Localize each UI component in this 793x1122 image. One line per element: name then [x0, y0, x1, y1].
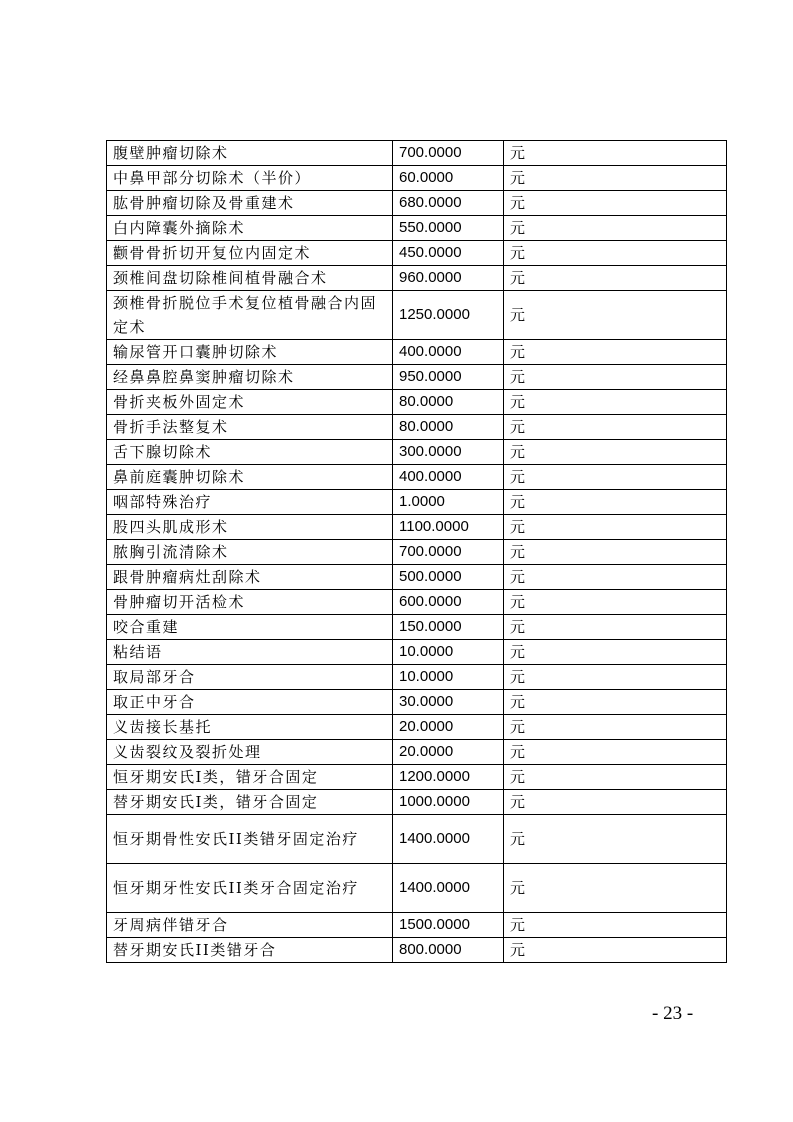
- item-price: 700.0000: [393, 540, 504, 565]
- item-unit: 元: [504, 765, 727, 790]
- item-price: 500.0000: [393, 565, 504, 590]
- item-name: 替牙期安氏I类，错牙合固定: [107, 790, 393, 815]
- item-price: 10.0000: [393, 665, 504, 690]
- item-unit: 元: [504, 615, 727, 640]
- item-price: 700.0000: [393, 141, 504, 166]
- item-unit: 元: [504, 390, 727, 415]
- item-price: 1.0000: [393, 490, 504, 515]
- item-name: 跟骨肿瘤病灶刮除术: [107, 565, 393, 590]
- item-name: 骨折夹板外固定术: [107, 390, 393, 415]
- item-unit: 元: [504, 715, 727, 740]
- item-unit: 元: [504, 815, 727, 864]
- price-table-body: [107, 141, 727, 963]
- item-price: 80.0000: [393, 390, 504, 415]
- item-price: 300.0000: [393, 440, 504, 465]
- item-name: 牙周病伴错牙合: [107, 913, 393, 938]
- table-row: [107, 615, 727, 640]
- item-unit: 元: [504, 291, 727, 340]
- item-unit: 元: [504, 340, 727, 365]
- item-unit: 元: [504, 590, 727, 615]
- item-name: 中鼻甲部分切除术（半价）: [107, 166, 393, 191]
- item-price: 60.0000: [393, 166, 504, 191]
- item-unit: 元: [504, 565, 727, 590]
- item-name: 股四头肌成形术: [107, 515, 393, 540]
- item-unit: 元: [504, 740, 727, 765]
- item-unit: 元: [504, 216, 727, 241]
- item-unit: 元: [504, 515, 727, 540]
- item-unit: 元: [504, 440, 727, 465]
- table-row: [107, 590, 727, 615]
- table-row: [107, 415, 727, 440]
- item-price: 20.0000: [393, 740, 504, 765]
- table-row: [107, 390, 727, 415]
- table-row: [107, 490, 727, 515]
- table-row: [107, 266, 727, 291]
- item-unit: 元: [504, 913, 727, 938]
- item-name: 咬合重建: [107, 615, 393, 640]
- item-price: 1400.0000: [393, 864, 504, 913]
- table-row: [107, 340, 727, 365]
- table-row: [107, 465, 727, 490]
- table-row: [107, 790, 727, 815]
- table-row: [107, 166, 727, 191]
- item-name: 替牙期安氏II类错牙合: [107, 938, 393, 963]
- item-name: 骨折手法整复术: [107, 415, 393, 440]
- item-price: 680.0000: [393, 191, 504, 216]
- item-name: 肱骨肿瘤切除及骨重建术: [107, 191, 393, 216]
- table-row: [107, 241, 727, 266]
- item-price: 1250.0000: [393, 291, 504, 340]
- table-row: [107, 565, 727, 590]
- item-unit: 元: [504, 640, 727, 665]
- item-name: 经鼻鼻腔鼻窦肿瘤切除术: [107, 365, 393, 390]
- item-unit: 元: [504, 191, 727, 216]
- item-name: 腹壁肿瘤切除术: [107, 141, 393, 166]
- item-name: 义齿接长基托: [107, 715, 393, 740]
- item-name: 鼻前庭囊肿切除术: [107, 465, 393, 490]
- item-price: 800.0000: [393, 938, 504, 963]
- item-price: 1400.0000: [393, 815, 504, 864]
- item-price: 400.0000: [393, 465, 504, 490]
- item-price: 150.0000: [393, 615, 504, 640]
- item-price: 1200.0000: [393, 765, 504, 790]
- table-row: [107, 291, 727, 340]
- table-row: [107, 665, 727, 690]
- item-unit: 元: [504, 540, 727, 565]
- table-row: [107, 440, 727, 465]
- table-row: [107, 191, 727, 216]
- table-row: [107, 365, 727, 390]
- item-unit: 元: [504, 938, 727, 963]
- item-name: 白内障囊外摘除术: [107, 216, 393, 241]
- table-row: [107, 540, 727, 565]
- item-unit: 元: [504, 864, 727, 913]
- item-price: 1500.0000: [393, 913, 504, 938]
- price-table: [106, 140, 727, 963]
- item-price: 960.0000: [393, 266, 504, 291]
- item-unit: 元: [504, 365, 727, 390]
- item-price: 10.0000: [393, 640, 504, 665]
- item-price: 400.0000: [393, 340, 504, 365]
- item-price: 1100.0000: [393, 515, 504, 540]
- item-name: 脓胸引流清除术: [107, 540, 393, 565]
- item-unit: 元: [504, 141, 727, 166]
- table-row: [107, 864, 727, 913]
- item-price: 30.0000: [393, 690, 504, 715]
- item-price: 600.0000: [393, 590, 504, 615]
- item-unit: 元: [504, 690, 727, 715]
- item-price: 950.0000: [393, 365, 504, 390]
- table-row: [107, 515, 727, 540]
- item-unit: 元: [504, 241, 727, 266]
- item-name: 颧骨骨折切开复位内固定术: [107, 241, 393, 266]
- table-row: [107, 715, 727, 740]
- item-price: 450.0000: [393, 241, 504, 266]
- item-unit: 元: [504, 266, 727, 291]
- item-name: 颈椎间盘切除椎间植骨融合术: [107, 266, 393, 291]
- table-row: [107, 216, 727, 241]
- table-row: [107, 938, 727, 963]
- item-name: 取正中牙合: [107, 690, 393, 715]
- item-unit: 元: [504, 415, 727, 440]
- item-name: 骨肿瘤切开活检术: [107, 590, 393, 615]
- item-price: 80.0000: [393, 415, 504, 440]
- item-unit: 元: [504, 665, 727, 690]
- item-name: 颈椎骨折脱位手术复位植骨融合内固定术: [107, 291, 393, 340]
- table-row: [107, 640, 727, 665]
- table-row: [107, 913, 727, 938]
- item-price: 1000.0000: [393, 790, 504, 815]
- item-name: 取局部牙合: [107, 665, 393, 690]
- item-unit: 元: [504, 465, 727, 490]
- item-price: 20.0000: [393, 715, 504, 740]
- table-row: [107, 740, 727, 765]
- item-unit: 元: [504, 790, 727, 815]
- item-price: 550.0000: [393, 216, 504, 241]
- item-name: 恒牙期牙性安氏II类牙合固定治疗: [107, 864, 393, 913]
- item-unit: 元: [504, 490, 727, 515]
- item-name: 恒牙期安氏I类，错牙合固定: [107, 765, 393, 790]
- table-row: [107, 141, 727, 166]
- table-row: [107, 690, 727, 715]
- page-number: - 23 -: [652, 1003, 694, 1024]
- table-row: [107, 765, 727, 790]
- item-name: 粘结语: [107, 640, 393, 665]
- item-unit: 元: [504, 166, 727, 191]
- item-name: 咽部特殊治疗: [107, 490, 393, 515]
- item-name: 恒牙期骨性安氏II类错牙固定治疗: [107, 815, 393, 864]
- item-name: 舌下腺切除术: [107, 440, 393, 465]
- item-name: 义齿裂纹及裂折处理: [107, 740, 393, 765]
- table-row: [107, 815, 727, 864]
- item-name: 输尿管开口囊肿切除术: [107, 340, 393, 365]
